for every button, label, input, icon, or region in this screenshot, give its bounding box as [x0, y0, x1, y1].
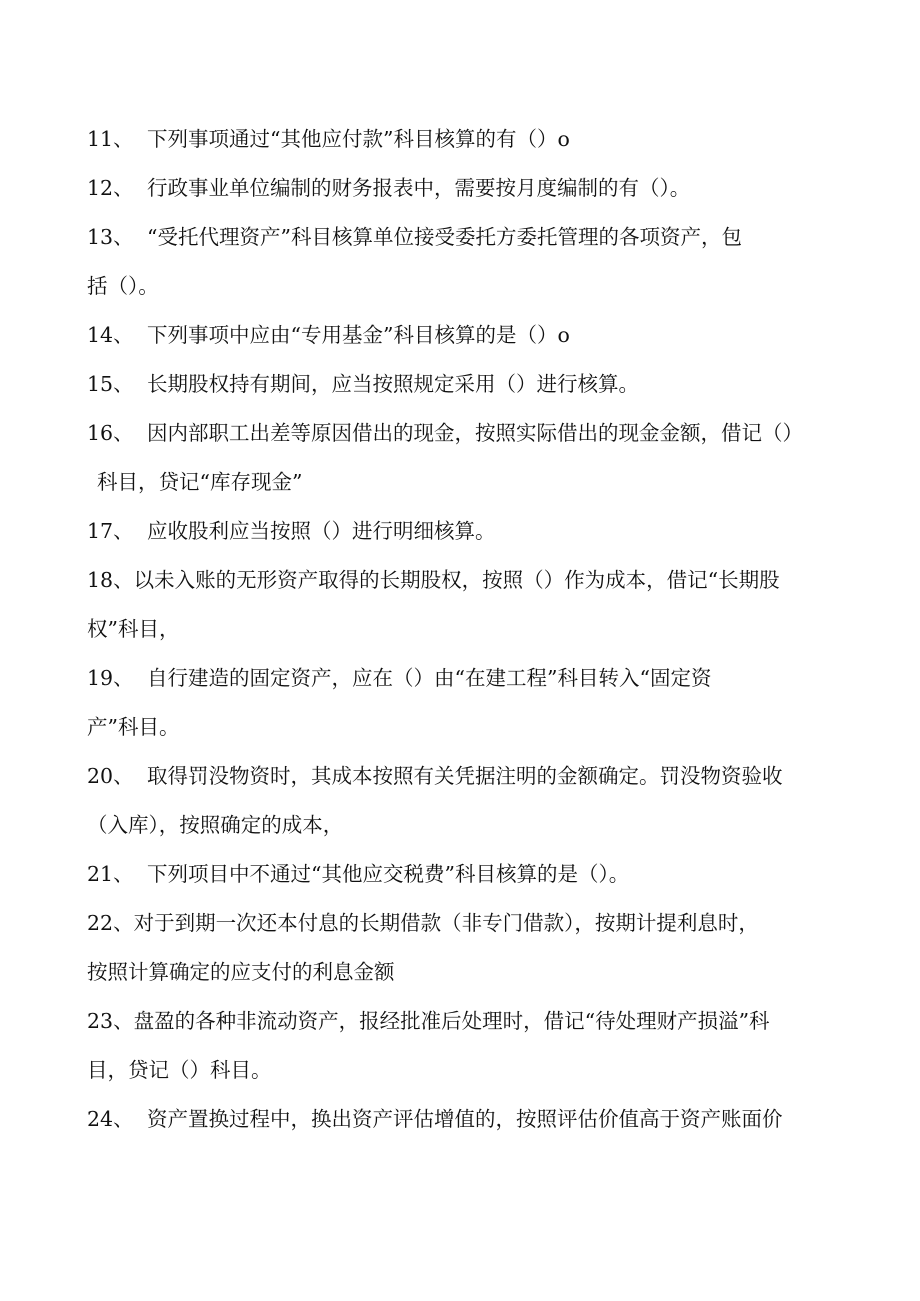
- question-23: [87, 1004, 770, 1038]
- question-text: 下列项目中不通过“其他应交税费”科目核算的是（）。: [147, 862, 630, 886]
- question-text: 应收股利应当按照（）进行明细核算。: [147, 519, 496, 543]
- question-19: [87, 661, 711, 695]
- question-number: 22、: [87, 911, 134, 935]
- question-text: 自行建造的固定资产，应在（）由“在建工程”科目转入“固定资: [147, 666, 712, 690]
- question-22-continuation: [87, 955, 395, 989]
- question-22: [87, 906, 759, 940]
- question-text: 资产置换过程中，换出资产评估增值的，按照评估价值高于资产账面价: [147, 1107, 783, 1131]
- question-text: 目，贷记（）科目。: [87, 1058, 272, 1082]
- question-14: [87, 318, 570, 352]
- question-text: 长期股权持有期间，应当按照规定采用（）进行核算。: [147, 372, 639, 396]
- question-text: （入库），按照确定的成本，: [87, 813, 344, 837]
- question-number: 20、: [87, 764, 134, 788]
- question-text: 以未入账的无形资产取得的长期股权，按照（）作为成本，借记“长期股: [133, 568, 780, 592]
- question-17: [87, 514, 496, 548]
- question-20: [87, 759, 783, 793]
- question-text: 取得罚没物资时，其成本按照有关凭据注明的金额确定。罚没物资验收: [147, 764, 783, 788]
- question-number: 21、: [87, 862, 134, 886]
- question-text: 行政事业单位编制的财务报表中，需要按月度编制的有（）。: [147, 176, 691, 200]
- question-number: 14、: [87, 323, 134, 347]
- question-number: 23、: [87, 1009, 134, 1033]
- question-24: [87, 1102, 783, 1136]
- question-text: 下列事项通过“其他应付款”科目核算的有（）o: [147, 127, 570, 151]
- question-text: 权”科目，: [87, 617, 180, 641]
- question-text: 下列事项中应由“专用基金”科目核算的是（）o: [147, 323, 570, 347]
- question-text: 因内部职工出差等原因借出的现金，按照实际借出的现金金额，借记（）: [147, 421, 803, 445]
- question-21: [87, 857, 629, 891]
- question-number: 12、: [87, 176, 134, 200]
- question-number: 13、: [87, 225, 134, 249]
- question-20-continuation: [87, 808, 343, 842]
- question-16-continuation: [97, 465, 302, 499]
- question-11: [87, 122, 570, 156]
- question-18: [87, 563, 780, 597]
- question-text: “受托代理资产”科目核算单位接受委托方委托管理的各项资产，包: [147, 225, 742, 249]
- question-number: 18、: [87, 568, 134, 592]
- question-19-continuation: [87, 710, 179, 744]
- question-15: [87, 367, 639, 401]
- question-text: 按照计算确定的应支付的利息金额: [87, 960, 395, 984]
- question-text: 产”科目。: [87, 715, 180, 739]
- question-number: 17、: [87, 519, 134, 543]
- question-12: [87, 171, 690, 205]
- question-18-continuation: [87, 612, 179, 646]
- question-13: [87, 220, 742, 254]
- question-text: 科目，贷记“库存现金”: [97, 470, 303, 494]
- question-number: 11、: [87, 127, 134, 151]
- question-16: [87, 416, 803, 450]
- question-number: 19、: [87, 666, 134, 690]
- question-13-continuation: [87, 269, 159, 303]
- question-text: 对于到期一次还本付息的长期借款（非专门借款），按期计提利息时，: [133, 911, 759, 935]
- question-23-continuation: [87, 1053, 272, 1087]
- question-number: 16、: [87, 421, 134, 445]
- question-number: 15、: [87, 372, 134, 396]
- question-number: 24、: [87, 1107, 134, 1131]
- question-text: 盘盈的各种非流动资产，报经批准后处理时，借记“待处理财产损溢”科: [133, 1009, 770, 1033]
- question-text: 括（）。: [87, 274, 159, 298]
